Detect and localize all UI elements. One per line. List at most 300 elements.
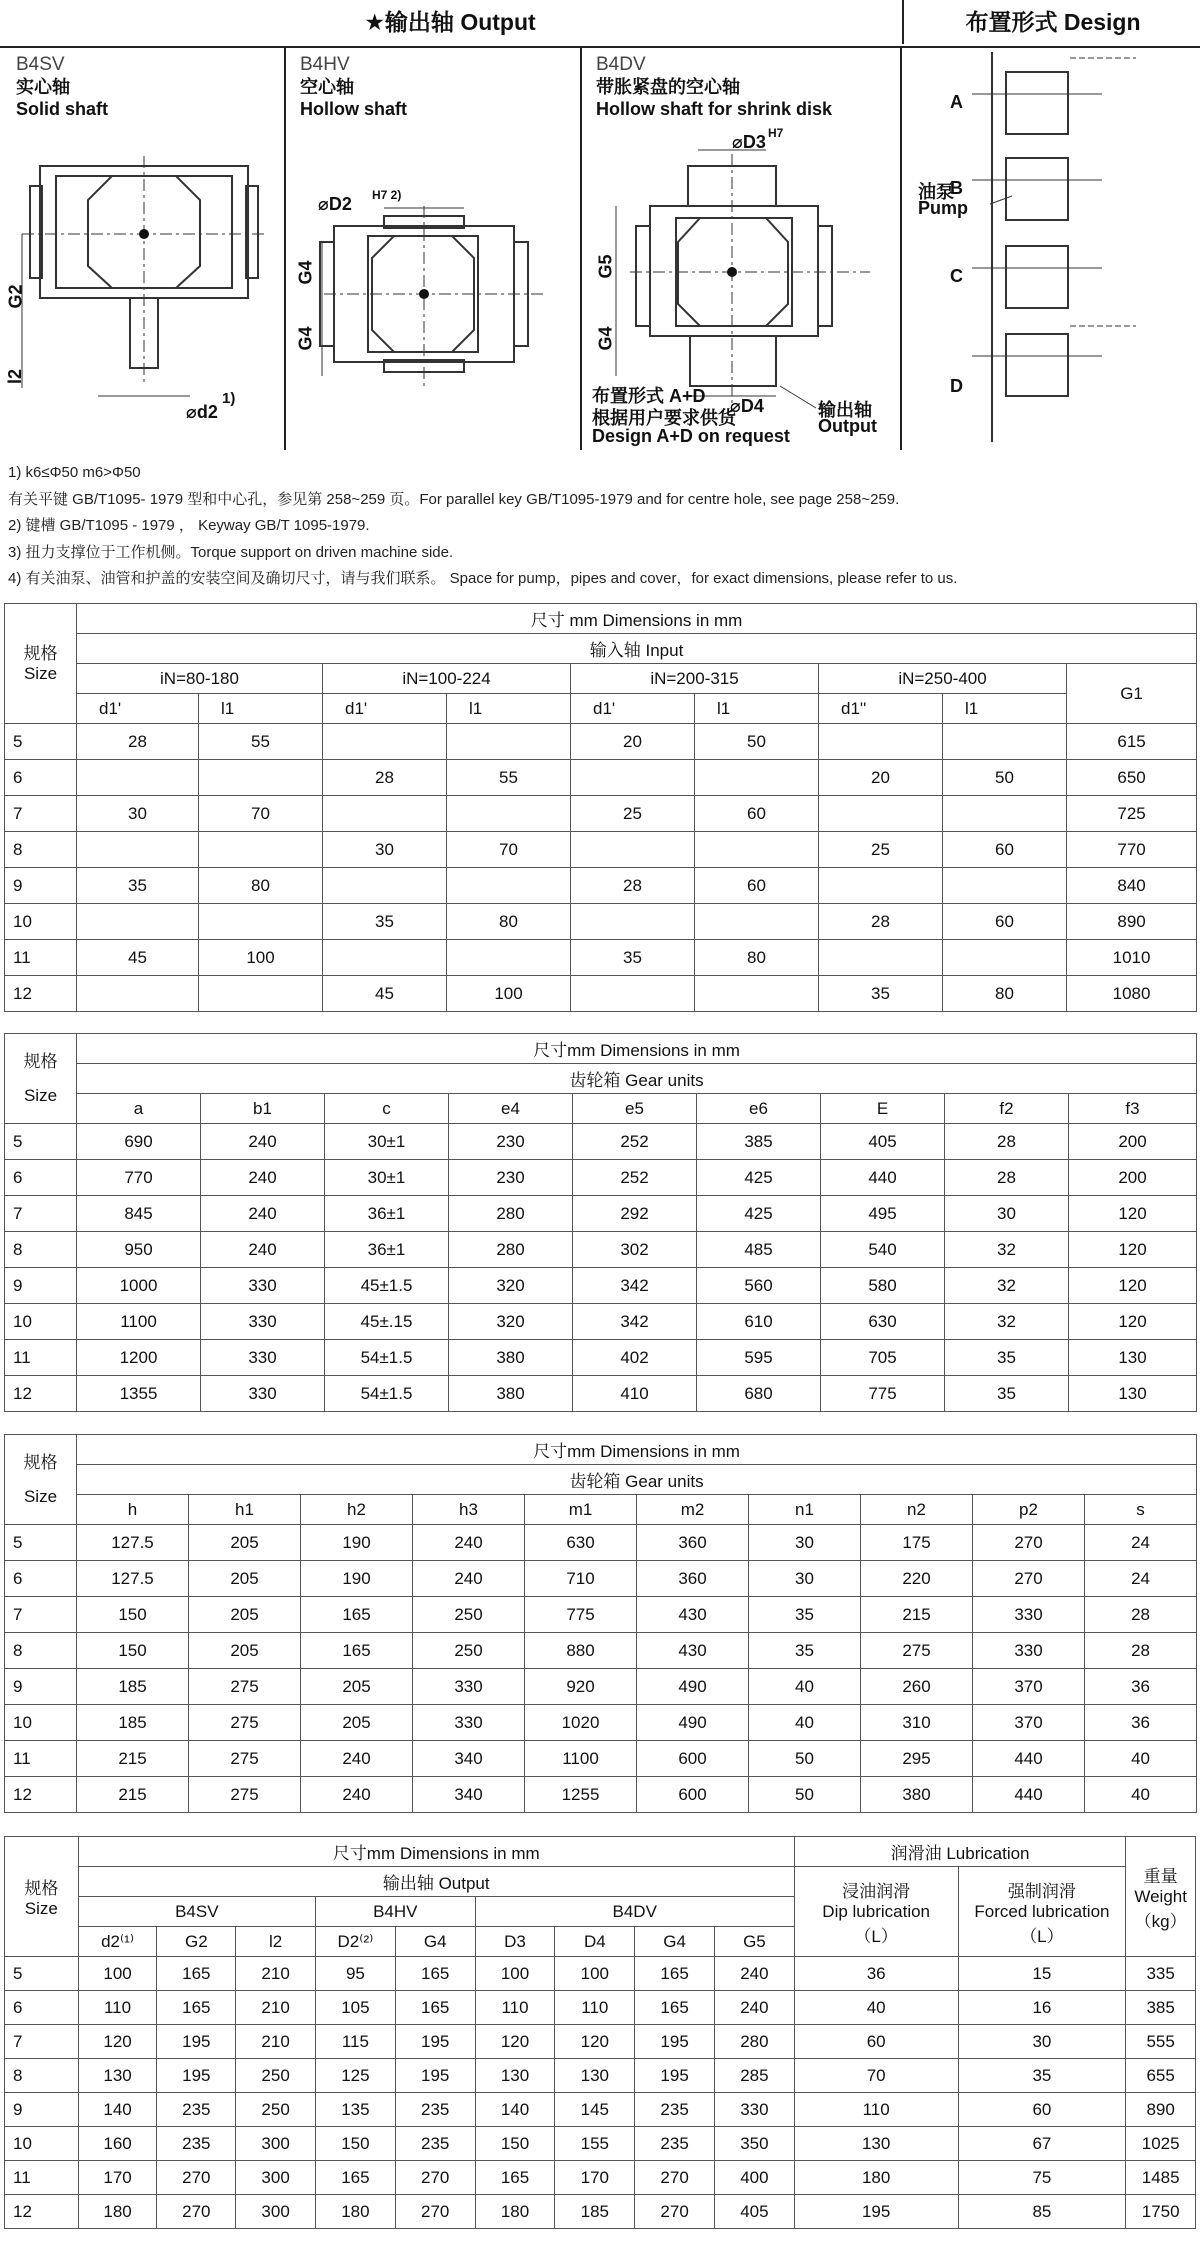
size-cell: 9 [5,2093,79,2127]
table-cell: 890 [1067,904,1197,940]
table-cell: 210 [236,1991,316,2025]
table-row [5,2093,1196,2127]
size-cell: 5 [5,1124,77,1160]
table-cell: 127.5 [77,1561,189,1597]
table-row [5,2059,1196,2093]
table-cell: 45±.15 [325,1304,449,1340]
column-header: l1 [695,694,819,724]
table-cell: 70 [447,832,571,868]
table-cell: 36 [794,1957,958,1991]
table-cell: 195 [395,2025,475,2059]
weight-header: 重量 Weight （kg） [1126,1837,1196,1957]
size-cell: 7 [5,796,77,832]
column-header: l1 [199,694,323,724]
table-cell: 340 [413,1777,525,1813]
table-row [5,2161,1196,2195]
table-cell: 28 [1085,1633,1197,1669]
table-cell: 920 [525,1669,637,1705]
table-cell: 1100 [77,1304,201,1340]
dim-label-d2: ⌀D2 [318,194,352,214]
table-cell: 120 [78,2025,157,2059]
dim-label-d2: ⌀d2 [186,402,218,422]
column-header: h3 [413,1495,525,1525]
table-row [5,1304,1197,1340]
table-cell: 250 [413,1597,525,1633]
table-cell: 1485 [1126,2161,1196,2195]
table-cell: 215 [861,1597,973,1633]
table-cell: 100 [555,1957,635,1991]
size-cell: 5 [5,1525,77,1561]
table-cell: 130 [794,2127,958,2161]
table-cell: 165 [475,2161,555,2195]
dim-label-note-1: 1) [222,390,236,407]
table-cell: 840 [1067,868,1197,904]
table-cell: 240 [201,1196,325,1232]
table-cell: 370 [973,1669,1085,1705]
table-cell: 210 [236,1957,316,1991]
figure-b4sv [0,46,286,450]
table-cell: 285 [715,2059,795,2093]
table-cell [77,904,199,940]
design-note-1: 布置形式 A+D [592,386,706,406]
table-cell: 110 [78,1991,157,2025]
table-cell: 330 [201,1304,325,1340]
table-cell: 60 [695,796,819,832]
table-cell: 40 [749,1669,861,1705]
table-cell: 410 [573,1376,697,1412]
table-cell: 28 [819,904,943,940]
table-cell: 25 [571,796,695,832]
size-cell: 12 [5,2195,79,2229]
table-cell: 280 [715,2025,795,2059]
table-cell: 775 [821,1376,945,1412]
table-cell: 50 [943,760,1067,796]
table-cell [447,940,571,976]
table-cell: 110 [475,1991,555,2025]
table-cell: 250 [236,2059,316,2093]
table-cell: 250 [413,1633,525,1669]
table-cell: 775 [525,1597,637,1633]
table-cell: 240 [715,1957,795,1991]
table-cell: 295 [861,1741,973,1777]
size-header: 规格 Size [5,604,77,724]
column-header: G4 [395,1927,475,1957]
dim-label-g4-top: G4 [295,260,316,285]
table-cell: 195 [635,2025,715,2059]
table-cell: 240 [715,1991,795,2025]
table-cell: 320 [449,1268,573,1304]
table-cell: 430 [637,1597,749,1633]
size-cell: 8 [5,832,77,868]
column-header: E [821,1094,945,1124]
column-header: d1' [571,694,695,724]
table-cell: 185 [555,2195,635,2229]
table-cell [447,868,571,904]
table-cell: 430 [637,1633,749,1669]
column-header: n2 [861,1495,973,1525]
table-cell: 32 [945,1232,1069,1268]
table-cell: 360 [637,1525,749,1561]
table-cell: 120 [1069,1304,1197,1340]
table-subcaption: 齿轮箱 Gear units [77,1465,1197,1495]
table-cell [77,976,199,1012]
table-cell: 28 [571,868,695,904]
dim-label-h7: H7 [768,126,784,140]
table-cell: 36±1 [325,1232,449,1268]
table-cell: 600 [637,1777,749,1813]
note-4: 4) 有关油泵、油管和护盖的安装空间及确切尺寸，请与我们联系。 Space for pump，pipes and cover，for exact dimensions, please refer to us. [8,570,958,587]
table-cell: 252 [573,1124,697,1160]
table-cell: 35 [749,1633,861,1669]
table-cell: 32 [945,1268,1069,1304]
table-cell: 30±1 [325,1160,449,1196]
table-cell: 28 [77,724,199,760]
column-header: m2 [637,1495,749,1525]
table-cell: 845 [77,1196,201,1232]
table-cell: 36 [1085,1705,1197,1741]
note-2: 2) 键槽 GB/T1095 - 1979 ， Keyway GB/T 1095-1979. [8,517,370,534]
table-row [5,724,1197,760]
size-cell: 9 [5,868,77,904]
column-header: d1' [323,694,447,724]
size-cell: 7 [5,1196,77,1232]
table-cell: 215 [77,1777,189,1813]
table-cell: 30 [945,1196,1069,1232]
lubrication-caption: 润滑油 Lubrication [794,1837,1126,1867]
table-cell: 24 [1085,1525,1197,1561]
table-cell: 380 [449,1376,573,1412]
pump-label-cn: 油泵 [918,182,954,202]
table-cell: 165 [157,1991,236,2025]
table-row [5,1196,1197,1232]
table-cell: 155 [555,2127,635,2161]
table-cell: 50 [695,724,819,760]
table-cell: 340 [413,1741,525,1777]
table-cell: 85 [958,2195,1126,2229]
size-cell: 8 [5,1633,77,1669]
size-cell: 12 [5,976,77,1012]
column-header: c [325,1094,449,1124]
table-cell: 275 [861,1633,973,1669]
table-cell: 54±1.5 [325,1376,449,1412]
pump-label-en: Pump [918,198,969,218]
figure-b4dv [580,46,902,450]
table-cell: 30 [749,1525,861,1561]
solid-shaft-drawing [0,46,284,450]
table-cell: 1020 [525,1705,637,1741]
table-cell [695,904,819,940]
table-cell: 100 [78,1957,157,1991]
figure-code: B4SV [16,54,65,75]
table-cell: 880 [525,1633,637,1669]
table-cell: 190 [301,1525,413,1561]
table-cell: 16 [958,1991,1126,2025]
table-cell: 175 [861,1525,973,1561]
table-cell: 145 [555,2093,635,2127]
table-cell: 385 [1126,1991,1196,2025]
table-cell: 495 [821,1196,945,1232]
table-cell: 275 [189,1741,301,1777]
table-cell: 680 [697,1376,821,1412]
table-cell: 205 [189,1525,301,1561]
table-cell: 275 [189,1777,301,1813]
table-cell [943,724,1067,760]
column-header: f3 [1069,1094,1197,1124]
table-cell: 140 [78,2093,157,2127]
table-cell: 485 [697,1232,821,1268]
design-label-d: D [950,376,963,396]
table-cell: 275 [189,1705,301,1741]
table-cell: 205 [189,1597,301,1633]
table-cell [571,904,695,940]
table-cell: 185 [77,1705,189,1741]
column-header: e4 [449,1094,573,1124]
table-cell [819,796,943,832]
column-header: d1'' [819,694,943,724]
table-cell: 190 [301,1561,413,1597]
table-row [5,1633,1197,1669]
table-cell: 67 [958,2127,1126,2161]
table-row [5,1705,1197,1741]
column-header: l1 [447,694,571,724]
column-header: a [77,1094,201,1124]
model-group-header: B4HV [316,1897,476,1927]
table-cell [571,832,695,868]
table-cell [199,976,323,1012]
table-cell: 125 [316,2059,396,2093]
table-caption: 尺寸mm Dimensions in mm [78,1837,794,1867]
table-cell [943,940,1067,976]
table-cell: 120 [1069,1268,1197,1304]
table-caption: 尺寸 mm Dimensions in mm [77,604,1197,634]
table-cell: 28 [945,1124,1069,1160]
table-cell: 650 [1067,760,1197,796]
table-cell: 28 [1085,1597,1197,1633]
figure-name-en: Solid shaft [16,99,109,119]
table-cell: 54±1.5 [325,1340,449,1376]
table-cell: 35 [571,940,695,976]
table-cell: 725 [1067,796,1197,832]
model-group-header: B4SV [78,1897,315,1927]
size-header: 规格 Size [5,1034,77,1124]
column-header: D3 [475,1927,555,1957]
table-cell: 630 [821,1304,945,1340]
table-cell: 270 [973,1561,1085,1597]
note-3: 3) 扭力支撑位于工作机侧。Torque support on driven machine side. [8,543,454,561]
table-cell: 165 [301,1633,413,1669]
table-cell: 710 [525,1561,637,1597]
table-cell: 130 [1069,1376,1197,1412]
table-cell: 170 [555,2161,635,2195]
table-cell: 205 [301,1669,413,1705]
table-cell: 235 [395,2093,475,2127]
dim-label-h7: H7 2) [372,188,402,202]
table-cell: 240 [301,1741,413,1777]
table-cell: 30 [323,832,447,868]
table-cell: 240 [201,1160,325,1196]
table-cell: 230 [449,1160,573,1196]
table-cell: 100 [447,976,571,1012]
table-cell: 105 [316,1991,396,2025]
footnotes [8,460,1188,593]
output-callout-en: Output [818,416,877,436]
table-cell: 630 [525,1525,637,1561]
table-cell: 215 [77,1741,189,1777]
size-cell: 12 [5,1777,77,1813]
table-row [5,940,1197,976]
table-cell: 55 [447,760,571,796]
table-cell: 195 [157,2059,236,2093]
table-cell [695,760,819,796]
table-cell: 80 [199,868,323,904]
table-cell: 560 [697,1268,821,1304]
table-cell: 380 [861,1777,973,1813]
table-cell: 70 [794,2059,958,2093]
table-cell: 60 [794,2025,958,2059]
design-label-c: C [950,266,963,286]
table-cell [323,940,447,976]
table-cell: 260 [861,1669,973,1705]
table-cell: 45 [323,976,447,1012]
table-cell: 335 [1126,1957,1196,1991]
column-header: e6 [697,1094,821,1124]
table-cell: 1025 [1126,2127,1196,2161]
table-cell: 60 [943,832,1067,868]
table-cell [323,796,447,832]
table-cell [447,724,571,760]
table-cell: 400 [715,2161,795,2195]
table-cell [943,868,1067,904]
table-cell: 385 [697,1124,821,1160]
table-row [5,1597,1197,1633]
table-cell: 270 [635,2195,715,2229]
table-row [5,1124,1197,1160]
table-cell: 270 [395,2161,475,2195]
dim-label-g4: G4 [595,326,616,351]
column-header: b1 [201,1094,325,1124]
output-callout-cn: 输出轴 [818,400,872,420]
table-cell: 40 [749,1705,861,1741]
input-dimensions-table [4,603,1197,1012]
size-cell: 8 [5,1232,77,1268]
size-cell: 12 [5,1376,77,1412]
size-cell: 6 [5,1561,77,1597]
table-cell: 1355 [77,1376,201,1412]
table-cell: 30 [958,2025,1126,2059]
table-cell [943,796,1067,832]
table-row [5,1777,1197,1813]
dip-lubrication-header: 浸油润滑 Dip lubrication （L） [794,1867,958,1957]
table-cell: 135 [316,2093,396,2127]
table-cell: 180 [78,2195,157,2229]
table-cell: 240 [413,1561,525,1597]
table-cell: 300 [236,2127,316,2161]
table-cell: 342 [573,1268,697,1304]
table-cell: 28 [323,760,447,796]
size-cell: 7 [5,1597,77,1633]
dim-label-l2: l2 [5,368,26,385]
column-header: D4 [555,1927,635,1957]
table-cell: 60 [695,868,819,904]
table-cell: 425 [697,1160,821,1196]
table-subcaption: 齿轮箱 Gear units [77,1064,1197,1094]
table-row [5,2195,1196,2229]
table-cell: 50 [749,1777,861,1813]
table-cell: 770 [77,1160,201,1196]
column-header: d2⁽¹⁾ [78,1927,157,1957]
table-cell: 402 [573,1340,697,1376]
column-header: s [1085,1495,1197,1525]
page-header [0,0,1200,48]
table-cell: 770 [1067,832,1197,868]
table-row [5,1268,1197,1304]
table-cell: 127.5 [77,1525,189,1561]
column-header: h2 [301,1495,413,1525]
table-cell: 195 [157,2025,236,2059]
table-cell: 235 [635,2093,715,2127]
table-cell: 310 [861,1705,973,1741]
table-cell [447,796,571,832]
table-row [5,1160,1197,1196]
table-cell: 252 [573,1160,697,1196]
table-cell [571,760,695,796]
design-note-2: 根据用户要求供货 [592,408,736,428]
table-cell: 1080 [1067,976,1197,1012]
gear-units-table-2 [4,1434,1197,1813]
figure-name-cn: 带胀紧盘的空心轴 [596,77,740,97]
table-cell: 240 [201,1232,325,1268]
table-row [5,760,1197,796]
figure-code: B4HV [300,54,350,75]
table-cell: 270 [635,2161,715,2195]
figure-name-en: Hollow shaft for shrink disk [596,99,833,119]
column-header: n1 [749,1495,861,1525]
size-cell: 11 [5,1741,77,1777]
column-header: e5 [573,1094,697,1124]
table-cell: 205 [189,1561,301,1597]
table-row [5,1741,1197,1777]
table-row [5,1232,1197,1268]
table-cell: 180 [316,2195,396,2229]
dim-label-d3: ⌀D3 [732,132,766,152]
table-cell: 165 [301,1597,413,1633]
table-cell: 40 [794,1991,958,2025]
table-cell: 40 [1085,1777,1197,1813]
table-cell [77,760,199,796]
table-row [5,904,1197,940]
size-cell: 7 [5,2025,79,2059]
table-cell: 100 [199,940,323,976]
size-cell: 11 [5,940,77,976]
table-cell: 330 [413,1669,525,1705]
table-cell: 490 [637,1669,749,1705]
table-cell: 1000 [77,1268,201,1304]
gear-units-table-1 [4,1033,1197,1412]
table-cell: 705 [821,1340,945,1376]
table-cell: 165 [395,1991,475,2025]
table-row [5,1525,1197,1561]
table-cell: 890 [1126,2093,1196,2127]
table-cell: 45±1.5 [325,1268,449,1304]
table-cell [323,868,447,904]
table-row [5,868,1197,904]
ratio-group-header: iN=200-315 [571,664,819,694]
table-cell [819,940,943,976]
table-cell: 195 [395,2059,475,2093]
table-cell: 555 [1126,2025,1196,2059]
table-cell: 195 [794,2195,958,2229]
table-cell: 24 [1085,1561,1197,1597]
